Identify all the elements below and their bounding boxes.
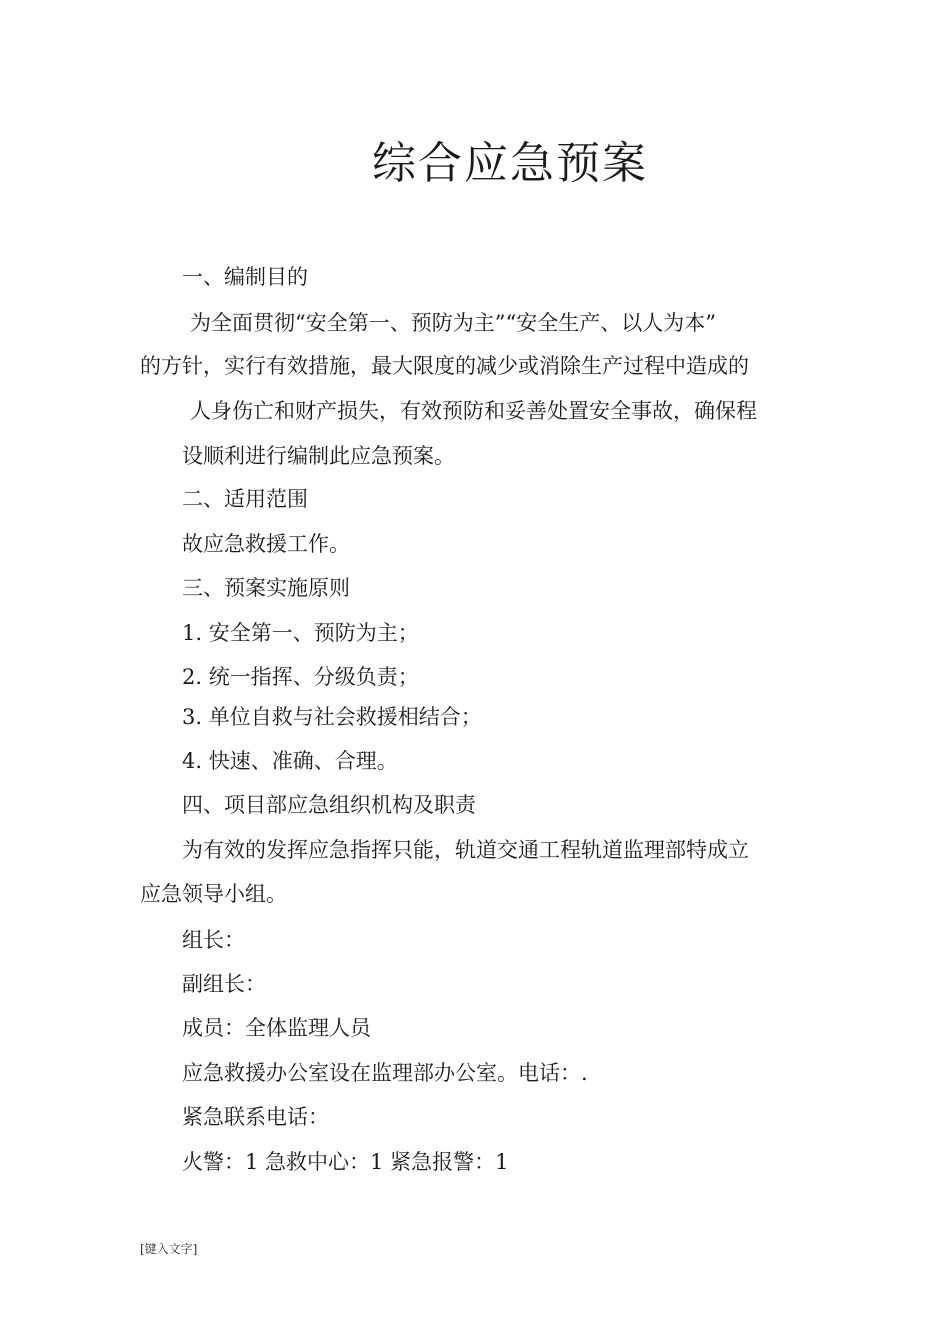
paragraph-line: 紧急联系电话：	[182, 1105, 329, 1129]
section-heading-principles: 三、预案实施原则	[182, 576, 350, 600]
list-item: 1. 安全第一、预防为主；	[182, 621, 419, 645]
role-line: 组长：	[182, 928, 245, 952]
paragraph-line: 应急领导小组。	[140, 882, 287, 906]
contact-line: 火警：1 急救中心：1 紧急报警：1	[182, 1150, 509, 1174]
paragraph-line: 人身伤亡和财产损失，有效预防和妥善处置安全事故，确保程	[190, 399, 757, 423]
section-heading-purpose: 一、编制目的	[182, 265, 308, 289]
paragraph-line: 的方针，实行有效措施，最大限度的减少或消除生产过程中造成的	[140, 354, 749, 378]
list-item: 2. 统一指挥、分级负责；	[182, 665, 419, 689]
section-heading-organization: 四、项目部应急组织机构及职责	[182, 793, 476, 817]
paragraph-line: 故应急救援工作。	[182, 532, 350, 556]
list-item: 3. 单位自救与社会救援相结合；	[182, 705, 482, 729]
paragraph-line: 为全面贯彻“安全第一、预防为主”“安全生产、以人为本”	[190, 311, 716, 335]
paragraph-line: 应急救援办公室设在监理部办公室。电话：.	[182, 1061, 588, 1085]
role-line: 成员：全体监理人员	[182, 1016, 371, 1040]
role-line: 副组长：	[182, 972, 266, 996]
list-item: 4. 快速、准确、合理。	[182, 749, 398, 773]
document-title: 综合应急预案	[372, 138, 648, 189]
paragraph-line: 为有效的发挥应急指挥只能，轨道交通工程轨道监理部特成立	[182, 838, 749, 862]
paragraph-line: 设顺利进行编制此应急预案。	[182, 444, 455, 468]
section-heading-scope: 二、适用范围	[182, 487, 308, 511]
page-footer: [键入文字]	[140, 1242, 198, 1256]
